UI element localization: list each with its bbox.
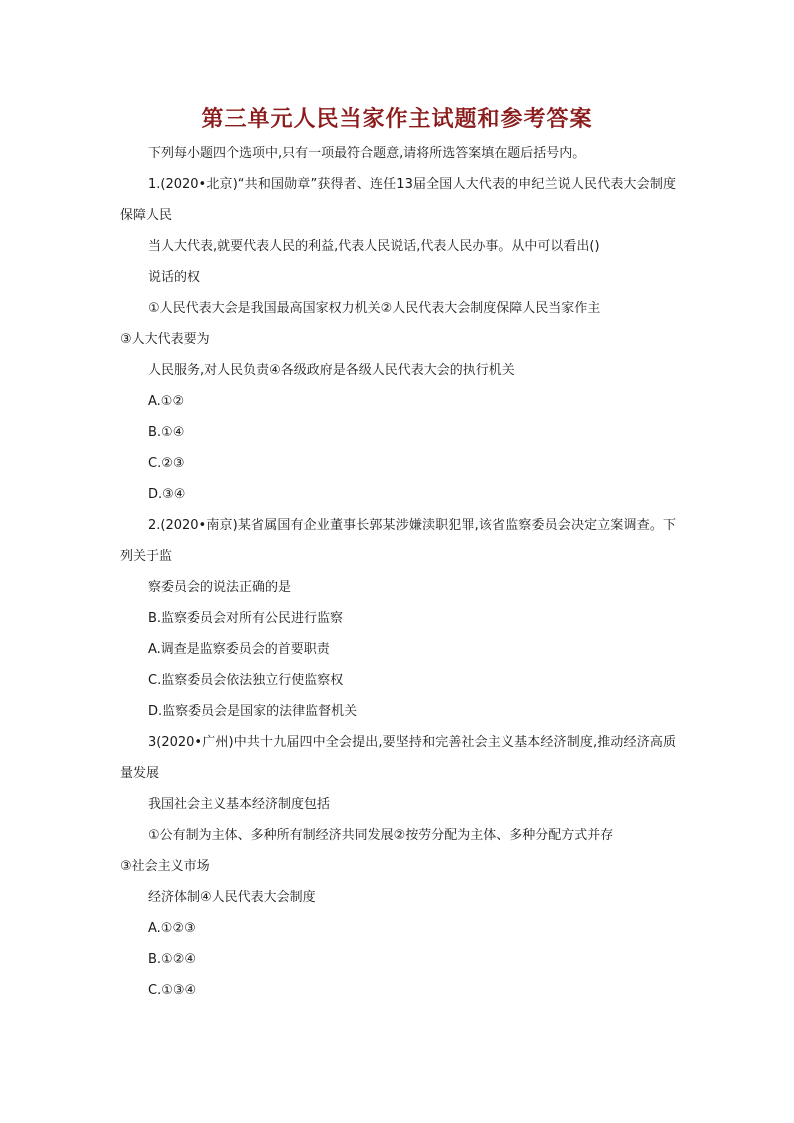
q1-statements-line: ①人民代表大会是我国最高国家权力机关②人民代表大会制度保障人民当家作主 bbox=[148, 301, 601, 316]
q2-option: B.监察委员会对所有公民进行监察 bbox=[148, 611, 344, 626]
document-title: 第三单元人民当家作主试题和参考答案 bbox=[201, 106, 593, 132]
q1-stem-line: 当人大代表,就要代表人民的利益,代表人民说话,代表人民办事。从中可以看出() bbox=[148, 239, 600, 254]
q1-stem-line: 说话的权 bbox=[148, 270, 201, 285]
instruction-text: 下列每小题四个选项中,只有一项最符合题意,请将所选答案填在题后括号内。 bbox=[148, 146, 586, 161]
document-body bbox=[120, 138, 676, 1006]
q2-option: C.监察委员会依法独立行使监察权 bbox=[148, 673, 344, 688]
q1-option-c: C.②③ bbox=[148, 456, 185, 471]
q3-statements-line: 经济体制④人民代表大会制度 bbox=[148, 890, 316, 905]
q1-statements-line: 人民服务,对人民负责④各级政府是各级人民代表大会的执行机关 bbox=[148, 363, 515, 378]
q3-option-a: A.①②③ bbox=[148, 921, 196, 936]
q3-option-b: B.①②④ bbox=[148, 952, 197, 967]
q3-option-c: C.①③④ bbox=[148, 983, 197, 998]
q2-stem-line: 察委员会的说法正确的是 bbox=[148, 580, 292, 595]
q2-option: A.调查是监察委员会的首要职责 bbox=[148, 642, 330, 657]
q2-stem-line: 2.(2020•南京)某省属国有企业董事长郭某涉嫌渎职犯罪,该省监察委员会决定立案调查。下列关于监 bbox=[120, 518, 676, 564]
q1-option-d: D.③④ bbox=[148, 487, 186, 502]
q3-statements-line: ①公有制为主体、多种所有制经济共同发展②按劳分配为主体、多种分配方式并存 bbox=[148, 828, 614, 843]
q2-option: D.监察委员会是国家的法律监督机关 bbox=[148, 704, 358, 719]
q1-option-b: B.①④ bbox=[148, 425, 185, 440]
q3-stem-line: 我国社会主义基本经济制度包括 bbox=[148, 797, 331, 812]
q1-stem-line: 1.(2020•北京)“共和国勋章”获得者、连任13届全国人大代表的申纪兰说人民代表大会制度保障人民 bbox=[120, 177, 676, 223]
q3-stem-line: 3(2020•广州)中共十九届四中全会提出,要坚持和完善社会主义基本经济制度,推动经济高质量发展 bbox=[120, 735, 676, 781]
q1-option-a: A.①② bbox=[148, 394, 185, 409]
q1-statements-line: ③人大代表要为 bbox=[120, 332, 210, 347]
q3-statements-line: ③社会主义市场 bbox=[120, 859, 210, 874]
